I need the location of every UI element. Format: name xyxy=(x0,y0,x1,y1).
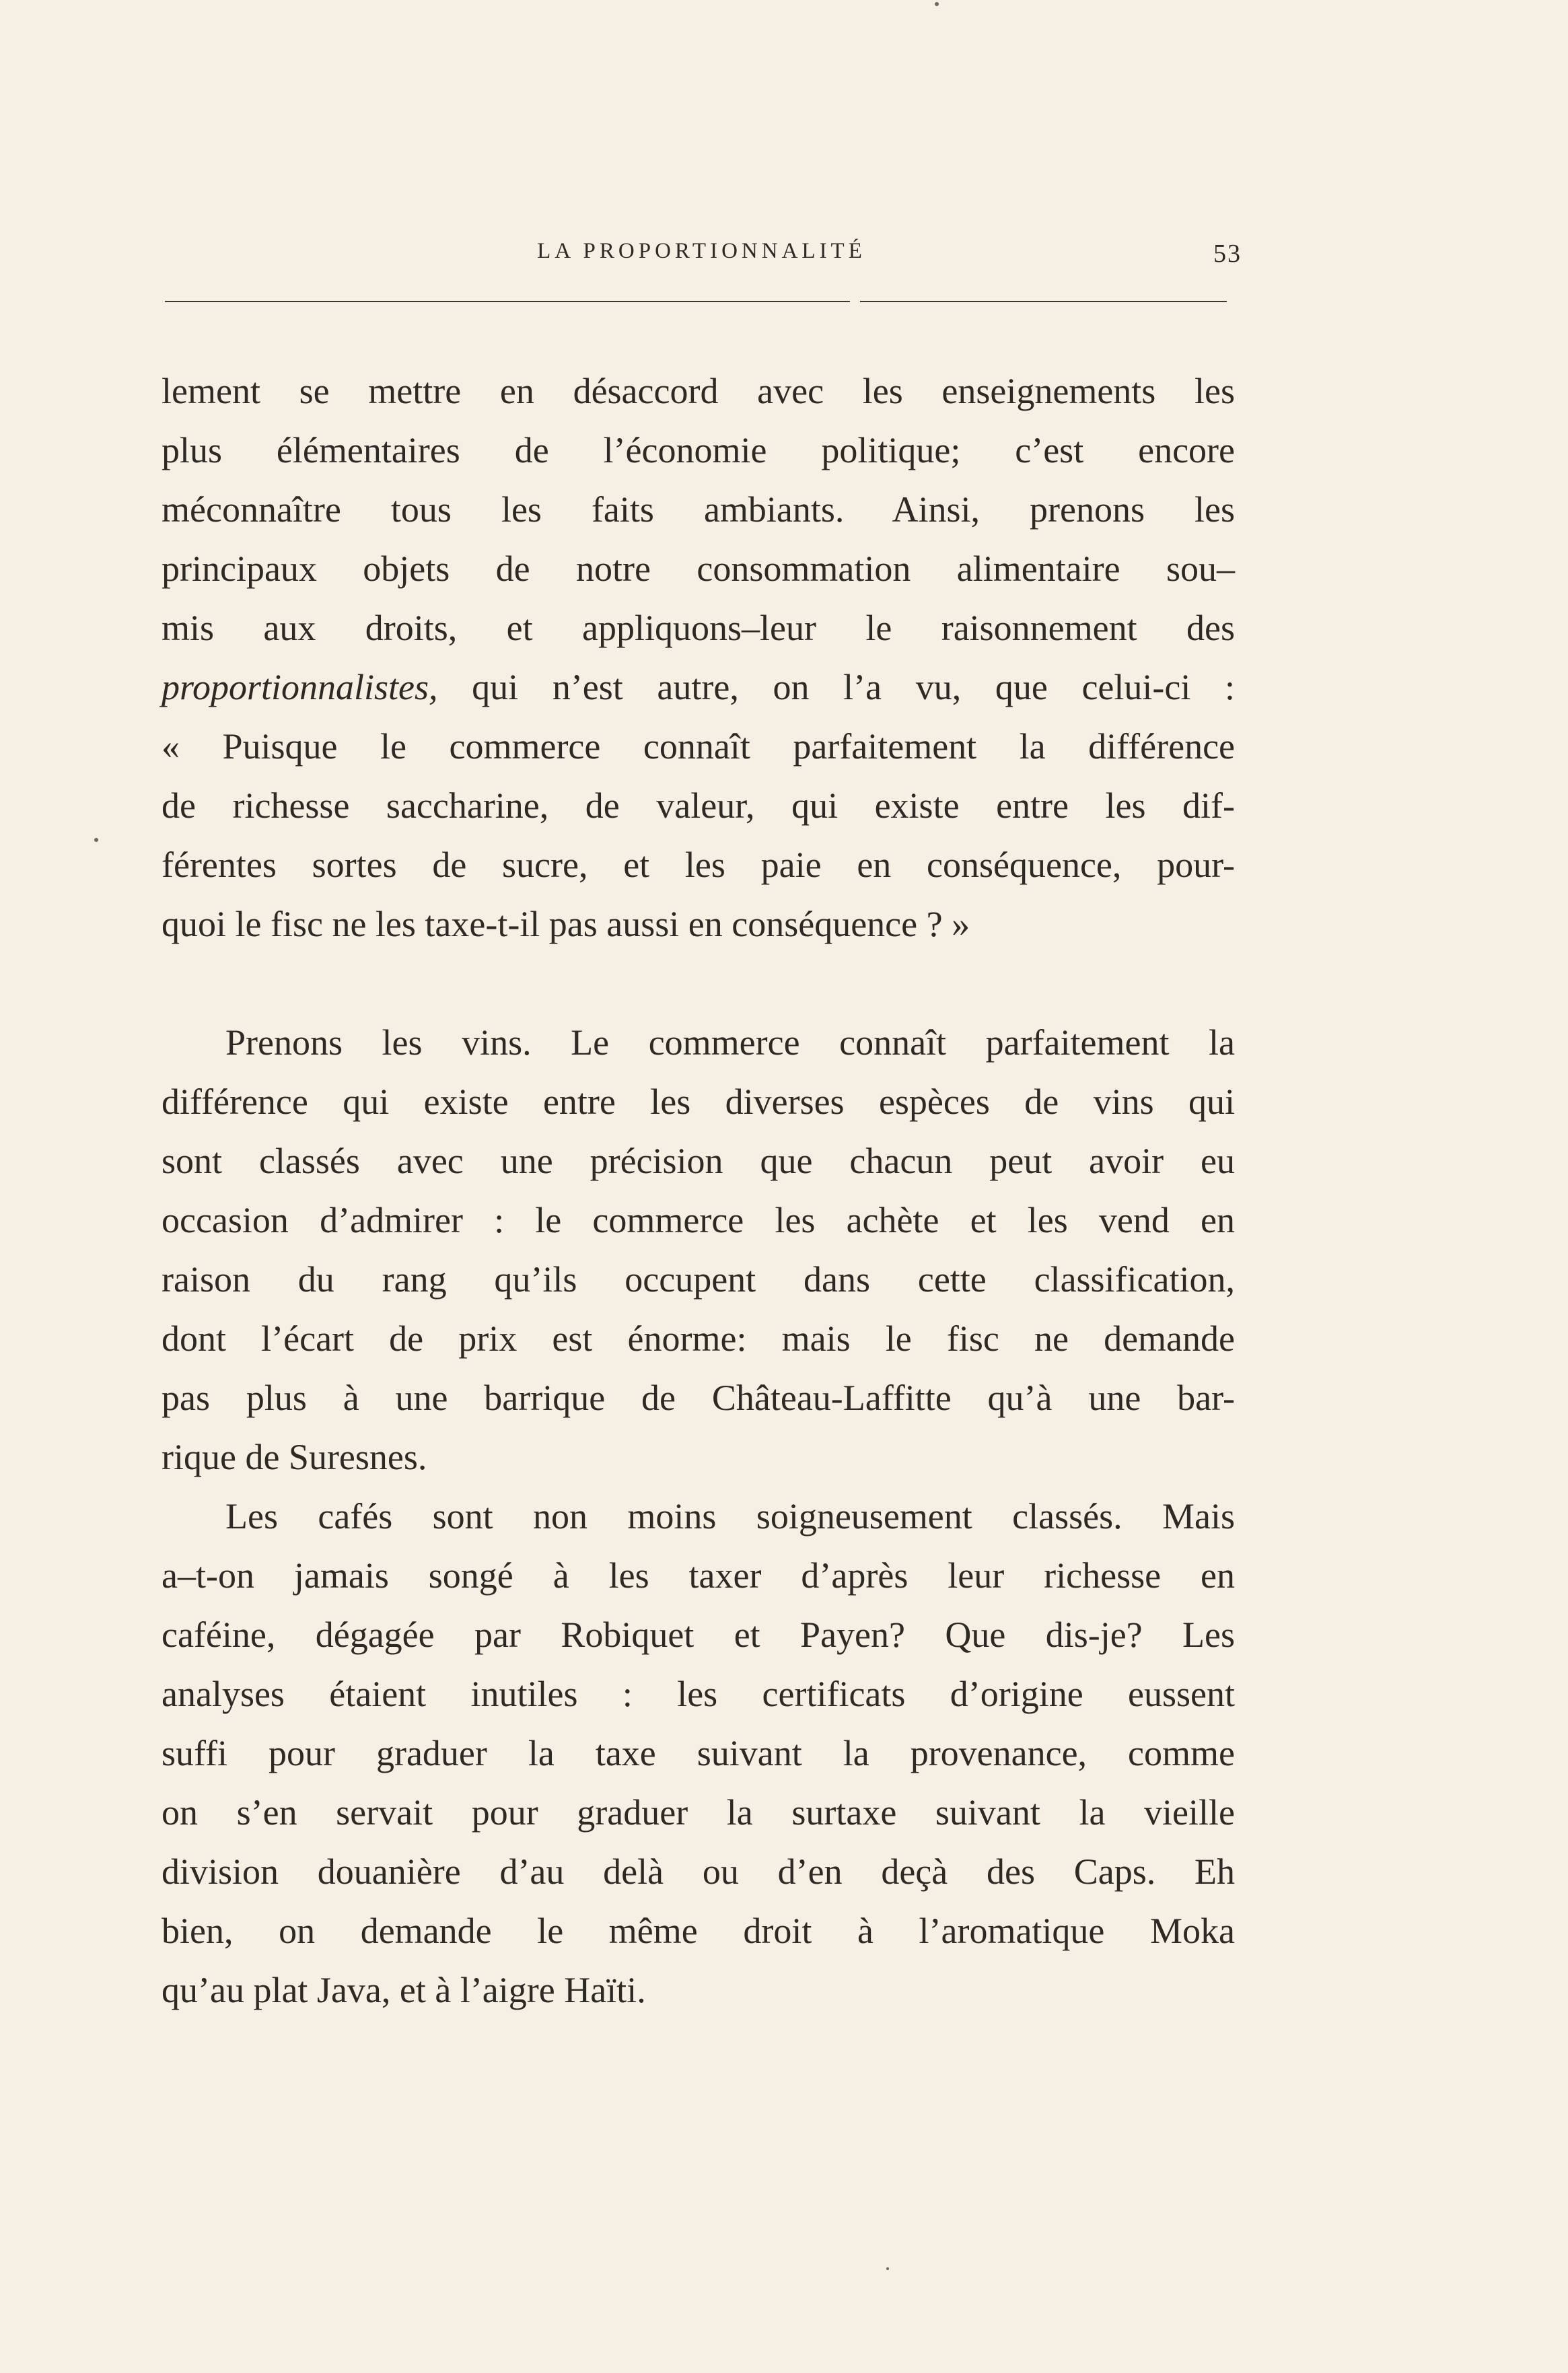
text-line: dont l’écart de prix est énorme: mais le fisc ne demande xyxy=(162,1318,1235,1359)
paragraph-1 xyxy=(162,361,1235,954)
text-line: raison du rang qu’ils occupent dans cette classification, xyxy=(162,1259,1235,1300)
page-header xyxy=(162,239,1242,279)
text-line: mis aux droits, et appliquons–leur le raisonnement des xyxy=(162,608,1235,648)
text-line: quoi le fisc ne les taxe-t-il pas aussi en conséquence ? » xyxy=(162,904,970,944)
text-line: division douanière d’au delà ou d’en deçà des Caps. Eh xyxy=(162,1851,1235,1892)
text-line: a–t-on jamais songé à les taxer d’après leur richesse en xyxy=(162,1555,1235,1596)
text-line: différence qui existe entre les diverses espèces de vins qui xyxy=(162,1082,1235,1122)
paragraph-gap xyxy=(162,954,1235,1013)
header-rule-right xyxy=(860,301,1227,302)
text-line: qu’au plat Java, et à l’aigre Haïti. xyxy=(162,1970,646,2010)
text-line: férentes sortes de sucre, et les paie en conséquence, pour- xyxy=(162,845,1235,885)
print-speck xyxy=(935,2,939,6)
text-line: sont classés avec une précision que chacun peut avoir eu xyxy=(162,1141,1235,1181)
header-rule-left xyxy=(165,301,850,302)
italic-term: proportionnalistes, xyxy=(162,667,438,707)
text-line: lement se mettre en désaccord avec les enseignements les xyxy=(162,371,1235,411)
text-line: Prenons les vins. Le commerce connaît parfaitement la xyxy=(225,1022,1235,1063)
body-text xyxy=(162,361,1235,2020)
text-line: on s’en servait pour graduer la surtaxe suivant la vieille xyxy=(162,1792,1235,1833)
text-line: rique de Suresnes. xyxy=(162,1437,427,1477)
text-line: analyses étaient inutiles : les certificats d’origine eussent xyxy=(162,1674,1235,1714)
running-title: LA PROPORTIONNALITÉ xyxy=(537,239,866,263)
print-speck xyxy=(94,838,98,842)
text-line: plus élémentaires de l’économie politique; c’est encore xyxy=(162,430,1235,470)
text-line: suffi pour graduer la taxe suivant la provenance, comme xyxy=(162,1733,1235,1773)
text-line-with-italic xyxy=(162,658,1235,717)
text-line: Les cafés sont non moins soigneusement classés. Mais xyxy=(225,1496,1235,1536)
page-number: 53 xyxy=(1213,240,1242,268)
text-line: principaux objets de notre consommation alimentaire sou– xyxy=(162,548,1235,589)
text-line: bien, on demande le même droit à l’aromatique Moka xyxy=(162,1911,1235,1951)
text-line: « Puisque le commerce connaît parfaitement la différence xyxy=(162,726,1235,767)
print-speck xyxy=(886,2267,889,2270)
text-line: pas plus à une barrique de Château-Laffitte qu’à une bar- xyxy=(162,1378,1235,1418)
text-line: occasion d’admirer : le commerce les achète et les vend en xyxy=(162,1200,1235,1240)
text-line: caféine, dégagée par Robiquet et Payen? Que dis-je? Les xyxy=(162,1615,1235,1655)
text-line: méconnaître tous les faits ambiants. Ainsi, prenons les xyxy=(162,489,1235,530)
text-span: qui n’est autre, on l’a vu, que celui-ci : xyxy=(437,667,1235,707)
paragraph-3 xyxy=(162,1487,1235,2020)
paragraph-2 xyxy=(162,1013,1235,1487)
text-line: de richesse saccharine, de valeur, qui existe entre les dif- xyxy=(162,785,1235,826)
